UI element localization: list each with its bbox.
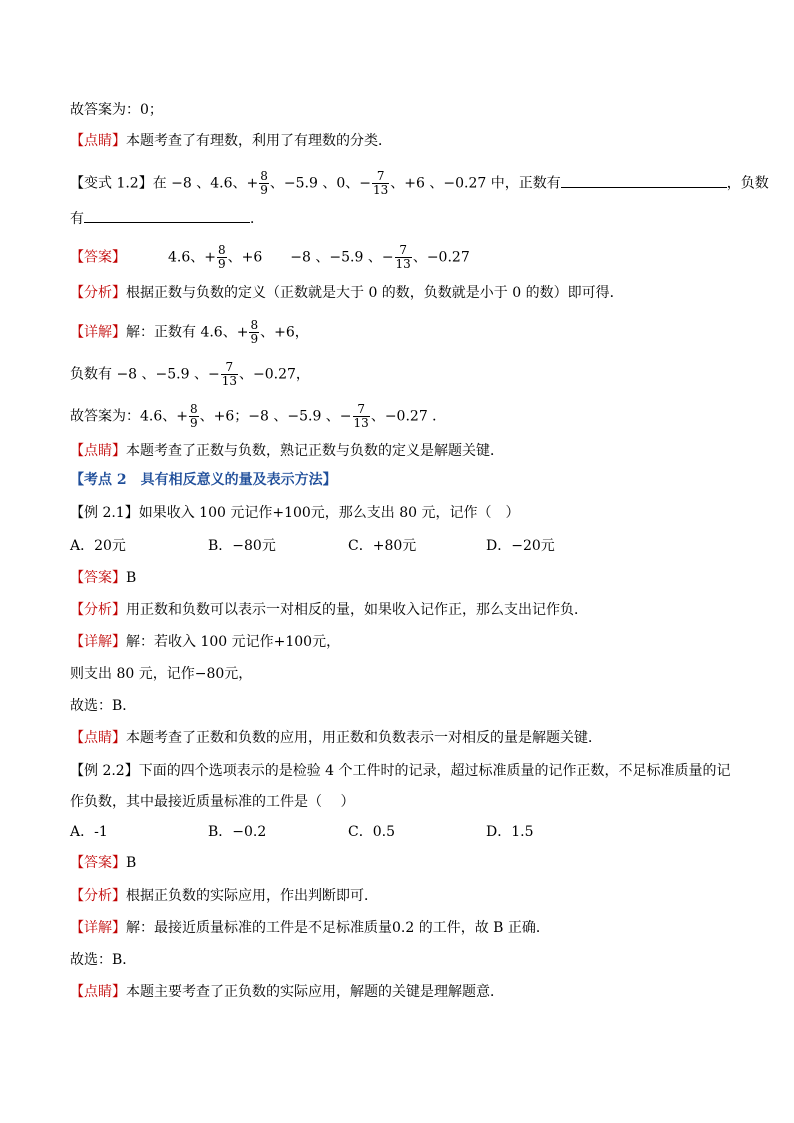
- l04-b: ．: [250, 211, 264, 227]
- l26: 故选：B．: [70, 952, 137, 968]
- l05-b: 、+6: [227, 249, 263, 266]
- section-heading: 【考点 2 具有相反意义的量及表示方法】: [70, 472, 337, 488]
- frac-num: 8: [218, 243, 226, 257]
- option-a[interactable]: A．-1: [70, 824, 108, 840]
- frac-den: 13: [395, 257, 411, 271]
- l19: [70, 728, 602, 748]
- l15: [70, 600, 588, 620]
- frac-den: 13: [221, 374, 237, 388]
- l06: [70, 283, 624, 303]
- l07-a: 解：正数有 4.6、+: [126, 324, 249, 341]
- option-c[interactable]: C．+80元: [348, 538, 417, 554]
- tag-analysis: 【分析】: [70, 285, 126, 301]
- frac-den: 9: [250, 332, 259, 346]
- frac-num: 7: [357, 402, 365, 416]
- variant-label: 【变式 1.2】: [70, 175, 153, 192]
- frac-num: 8: [260, 169, 268, 183]
- l08-a: 负数有 −8 、−5.9 、−: [70, 366, 220, 383]
- l09-a: 故答案为：4.6、+: [70, 408, 188, 425]
- l05: [70, 244, 470, 271]
- tag-dianjing: 【点睛】: [70, 133, 126, 149]
- frac-7-13: [221, 361, 238, 388]
- l08: [70, 361, 310, 388]
- tag-analysis: 【分析】: [70, 602, 126, 618]
- frac-den: 9: [260, 183, 268, 197]
- l10-text: 本题考查了正数与负数，熟记正数与负数的定义是解题关键．: [126, 443, 504, 459]
- frac-8-9: [189, 403, 199, 430]
- l25-text: 解：最接近质量标准的工件是不足标准质量0.2 的工件，故 B 正确．: [126, 920, 550, 936]
- l05-d: 、−0.27: [412, 249, 470, 266]
- l16-text: 解：若收入 100 元记作+100元，: [126, 634, 341, 650]
- example-2-2-cont: 作负数，其中最接近质量标准的工件是（ ）: [70, 794, 355, 810]
- l01: 故答案为：0；: [70, 102, 163, 118]
- l03-a: 在 −8 、4.6、+: [152, 175, 259, 192]
- option-b[interactable]: B．−80元: [208, 538, 276, 554]
- option-a[interactable]: A．20元: [70, 538, 126, 554]
- l05-c: −8 、−5.9 、−: [290, 249, 394, 266]
- answer-blank-positive[interactable]: [561, 173, 727, 188]
- frac-num: 8: [190, 402, 198, 416]
- l02: [70, 131, 392, 151]
- l19-text: 本题考查了正数和负数的应用，用正数和负数表示一对相反的量是解题关键．: [126, 730, 602, 746]
- frac-num: 7: [399, 243, 407, 257]
- tag-detail: 【详解】: [70, 920, 126, 936]
- l24: [70, 886, 378, 906]
- l27: [70, 982, 504, 1002]
- frac-den: 13: [353, 416, 369, 430]
- tag-answer: 【答案】: [70, 855, 126, 871]
- tag-dianjing: 【点睛】: [70, 443, 126, 459]
- l07: [70, 319, 309, 346]
- frac-den: 9: [190, 416, 198, 430]
- l10: [70, 441, 504, 461]
- option-d[interactable]: D．−20元: [486, 538, 555, 554]
- l09-b: 、+6；−8 、−5.9 、−: [199, 408, 352, 425]
- tag-dianjing: 【点睛】: [70, 730, 126, 746]
- tag-detail: 【详解】: [70, 324, 126, 341]
- tag-answer: 【答案】: [70, 570, 126, 586]
- frac-8-9: [249, 319, 259, 346]
- frac-8-9: [259, 170, 269, 197]
- frac-den: 9: [218, 257, 226, 271]
- l18: 故选：B．: [70, 698, 137, 714]
- l09-c: 、−0.27 ．: [370, 408, 447, 425]
- example-2-1: 【例 2.1】如果收入 100 元记作+100元，那么支出 80 元，记作（ ）: [70, 505, 520, 521]
- l04: [70, 208, 264, 229]
- answer-value: B: [126, 855, 137, 871]
- frac-den: 13: [373, 183, 389, 197]
- l05-a: 4.6、+: [168, 249, 216, 266]
- frac-num: 8: [250, 318, 259, 332]
- l15-text: 用正数和负数可以表示一对相反的量，如果收入记作正，那么支出记作负．: [126, 602, 588, 618]
- l02-text: 本题考查了有理数，利用了有理数的分类．: [126, 133, 392, 149]
- answer-value: B: [126, 570, 137, 586]
- l04-a: 有: [70, 211, 84, 227]
- l06-text: 根据正数与负数的定义（正数就是大于 0 的数，负数就是小于 0 的数）即可得．: [126, 285, 624, 301]
- l03-b: 、−5.9 、0、−: [269, 175, 371, 192]
- tag-answer: 【答案】: [70, 249, 126, 266]
- l03-d: ，负数: [726, 175, 769, 192]
- l08-b: 、−0.27，: [239, 366, 310, 383]
- frac-7-13: [395, 244, 412, 271]
- option-b[interactable]: B．−0.2: [208, 824, 267, 840]
- l07-b: 、+6，: [260, 324, 309, 341]
- l16: [70, 632, 340, 652]
- answer-blank-negative[interactable]: [84, 208, 250, 223]
- l24-text: 根据正负数的实际应用，作出判断即可．: [126, 888, 378, 904]
- l23: [70, 853, 136, 873]
- l03: [70, 170, 769, 197]
- option-d[interactable]: D．1.5: [486, 824, 534, 840]
- frac-num: 7: [225, 360, 234, 374]
- option-c[interactable]: C．0.5: [348, 824, 395, 840]
- example-2-2: 【例 2.2】下面的四个选项表示的是检验 4 个工件时的记录，超过标准质量的记作正数，不足标准质量的记: [70, 763, 731, 779]
- tag-dianjing: 【点睛】: [70, 984, 126, 1000]
- l17: 则支出 80 元，记作−80元，: [70, 666, 253, 682]
- l25: [70, 918, 550, 938]
- frac-num: 7: [376, 169, 385, 183]
- l03-c: 、+6 、−0.27 中，正数有: [390, 175, 561, 192]
- frac-7-13: [372, 170, 389, 197]
- frac-7-13: [353, 403, 370, 430]
- l27-text: 本题主要考查了正负数的实际应用，解题的关键是理解题意．: [126, 984, 504, 1000]
- l09: [70, 403, 446, 430]
- l14: [70, 568, 136, 588]
- tag-detail: 【详解】: [70, 634, 126, 650]
- frac-8-9: [217, 244, 227, 271]
- tag-analysis: 【分析】: [70, 888, 126, 904]
